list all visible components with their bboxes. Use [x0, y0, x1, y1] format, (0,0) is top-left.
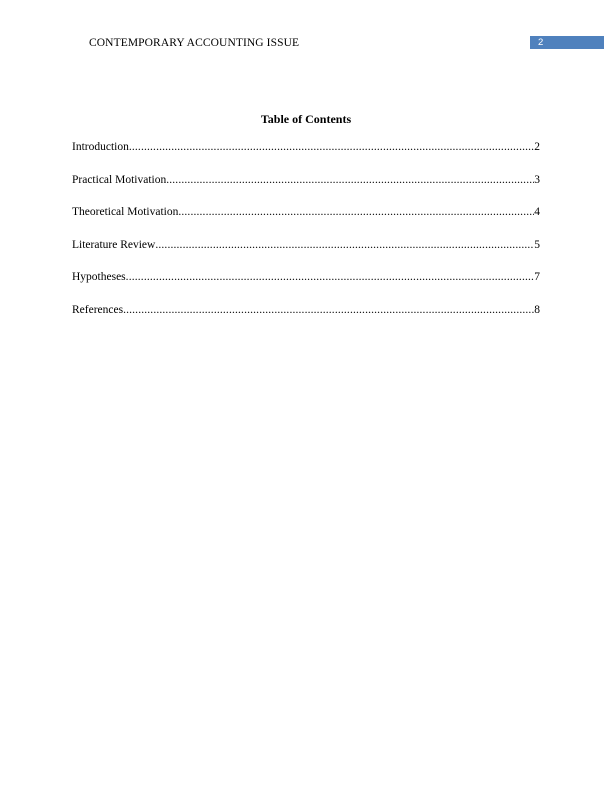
dot-leader	[126, 270, 535, 284]
toc-entry-hypotheses[interactable]	[72, 270, 540, 303]
dot-leader	[166, 173, 534, 187]
dot-leader	[155, 238, 534, 252]
toc-heading: Table of Contents	[260, 112, 352, 126]
toc-entry-label: Literature Review	[72, 238, 156, 251]
toc-entry-label: Practical Motivation	[72, 173, 167, 186]
toc-entry-label: References	[72, 303, 124, 316]
page-number-badge: 2	[530, 36, 604, 49]
table-of-contents	[72, 140, 540, 336]
toc-entry-label: Theoretical Motivation	[72, 206, 179, 219]
toc-entry-page: 7	[534, 271, 540, 284]
toc-entry-references[interactable]	[72, 303, 540, 336]
toc-entry-page: 8	[534, 303, 540, 316]
toc-entry-label: Hypotheses	[72, 271, 126, 284]
dot-leader	[129, 140, 534, 154]
toc-entry-literature-review[interactable]	[72, 238, 540, 271]
toc-entry-label: Introduction	[72, 141, 129, 153]
running-header: CONTEMPORARY ACCOUNTING ISSUE	[89, 37, 300, 49]
toc-entry-page: 4	[534, 206, 540, 219]
dot-leader	[123, 303, 534, 317]
toc-entry-page: 2	[534, 141, 540, 153]
toc-entry-page: 5	[534, 238, 540, 251]
toc-entry-theoretical-motivation[interactable]	[72, 205, 540, 238]
toc-entry-page: 3	[534, 173, 540, 186]
toc-entry-introduction[interactable]	[72, 140, 540, 173]
dot-leader	[178, 205, 534, 219]
toc-entry-practical-motivation[interactable]	[72, 173, 540, 206]
